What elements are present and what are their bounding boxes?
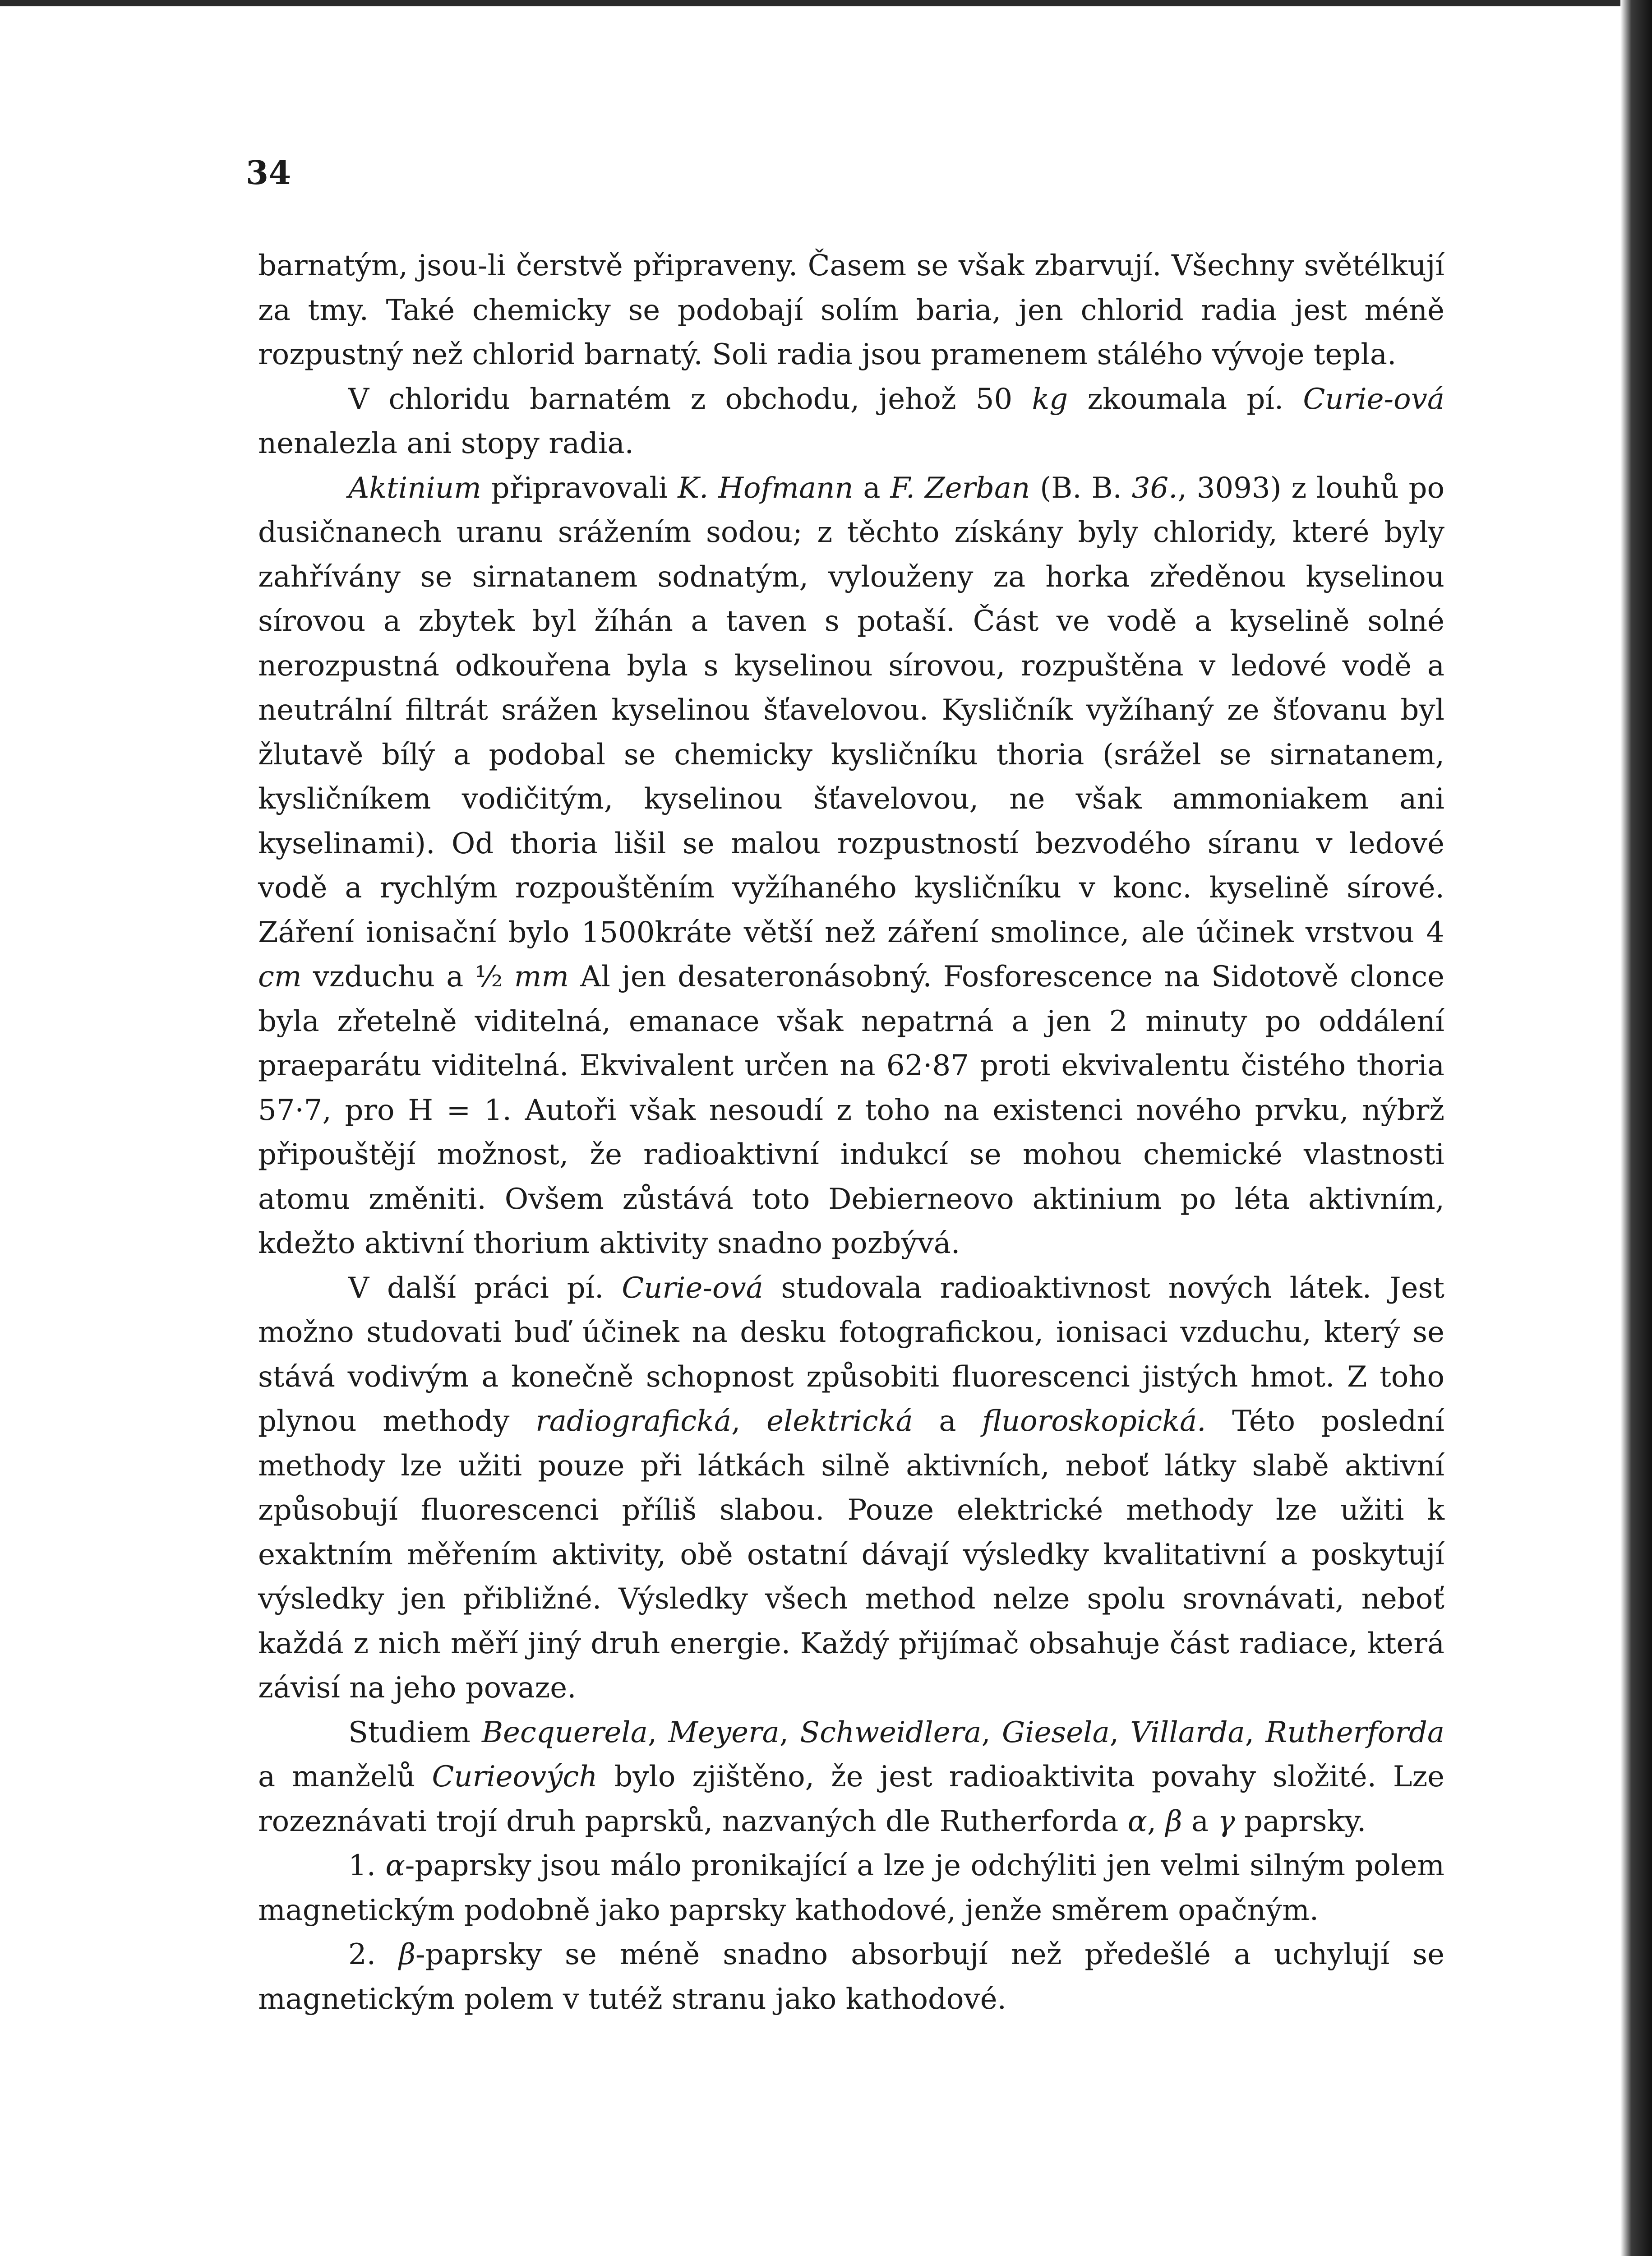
text-run: 1. <box>348 1849 386 1882</box>
italic-text: cm <box>258 960 302 994</box>
scan-top-edge <box>0 0 1652 6</box>
italic-text: elektrická <box>766 1405 913 1438</box>
text-run: a <box>1182 1804 1218 1838</box>
italic-text: Rutherforda <box>1265 1715 1445 1749</box>
text-run: Studiem <box>348 1715 482 1749</box>
text-run: vzduchu a ½ <box>301 960 514 994</box>
text-run: , <box>731 1405 767 1438</box>
text-run: V chloridu barnatém z obchodu, jehož 50 <box>348 382 1032 416</box>
italic-text: Aktinium <box>348 471 481 505</box>
text-run: -paprsky se méně snadno absorbují než předešlé a uchylují se magnetickým polem v tutéž stranu jako kathodové. <box>258 1938 1445 2016</box>
paragraph-p6 <box>258 1844 1444 1932</box>
italic-text: Becquerela <box>482 1715 648 1749</box>
text-run: , 3093) z louhů po dusičnanech uranu srážením sodou; z těchto získány byly chloridy, které byly zahřívány se sirnatanem sodnatým, vylouženy za horka zředěnou kyselinou sírovou a zbytek byl žíhán a taven s potaší. Část ve vodě a kyselině solné nerozpustná odkouřena byla s kyselinou sírovou, rozpuštěna v ledové vodě a neutrální filtrát srážen kyselinou šťavelovou. Kysličník vyžíhaný ze šťovanu byl žlutavě bílý a podobal se chemicky kysličníku thoria (srážel se sirnatanem, kysličníkem vodičitým, kyselinou šťavelovou, ne však ammoniakem ani kyselinami). Od thoria lišil se malou rozpustností bezvodého síranu v ledové vodě a rychlým rozpouštěním vyžíhaného kysličníku v konc. kyselině sírové. Záření ionisační bylo 1500kráte větší než záření smolince, ale účinek vrstvou 4 <box>258 471 1445 949</box>
text-run: -paprsky jsou málo pronikající a lze je odchýliti jen velmi silným polem magnetickým podobně jako paprsky kathodové, jenže směrem opačným. <box>258 1849 1444 1927</box>
text-run: , <box>647 1715 669 1749</box>
body-text <box>258 244 1444 2021</box>
italic-text: Curie-ová <box>622 1271 763 1305</box>
italic-text: Curieových <box>432 1760 598 1794</box>
paragraph-p1 <box>258 244 1444 377</box>
italic-text: 36. <box>1131 471 1178 505</box>
italic-text: mm <box>514 960 569 994</box>
text-run: připravovali <box>481 471 678 505</box>
text-run: , <box>779 1715 800 1749</box>
text-run: (B. B. <box>1030 471 1132 505</box>
page-number: 34 <box>246 153 291 192</box>
text-run: Al jen desateronásobný. Fosforescence na Sidotově clonce byla zřetelně viditelná, emanace však nepatrná a jen 2 minuty po oddálení praeparátu viditelná. Ekvivalent určen na 62·87 proti ekvivalentu čistého thoria 57·7, pro H = 1. Autoři však nesoudí z toho na existenci nového prvku, nýbrž připouštějí možnost, že radioaktivní indukcí se mohou chemické vlastnosti atomu změniti. Ovšem zůstává toto Debierneovo aktinium po léta aktivním, kdežto aktivní thorium aktivity snadno pozbývá. <box>258 960 1444 1260</box>
italic-text: Curie-ová <box>1303 382 1445 416</box>
italic-text: Meyera <box>668 1715 780 1749</box>
italic-text: β <box>399 1938 415 1971</box>
text-run: zkoumala pí. <box>1068 382 1303 416</box>
italic-text: Giesela <box>1001 1715 1110 1749</box>
scan-right-edge <box>1620 0 1652 2256</box>
text-run: , <box>1109 1715 1131 1749</box>
text-run: barnatým, jsou-li čerstvě připraveny. Časem se však zbarvují. Všechny světélkují za tmy. Také chemicky se podobají solím baria, jen chlorid radia jest méně rozpustný než chlorid barnatý. Soli radia jsou pramenem stálého vývoje tepla. <box>258 249 1444 371</box>
text-run: studovala radioaktivnost nových látek. Jest možno studovati buď účinek na desku fotografickou, ionisaci vzduchu, který se stává vodivým a konečně schopnost způsobiti fluorescenci jistých hmot. Z toho plynou methody <box>258 1271 1445 1438</box>
italic-text: β <box>1165 1804 1182 1838</box>
text-run: a <box>913 1405 983 1438</box>
italic-text: Schweidlera <box>800 1715 982 1749</box>
italic-text: α <box>1127 1804 1147 1838</box>
text-run: 2. <box>348 1938 399 1971</box>
italic-text: K. Hofmann <box>678 471 854 505</box>
text-run: , <box>1245 1715 1266 1749</box>
text-run: paprsky. <box>1235 1804 1366 1838</box>
paragraph-p5 <box>258 1710 1444 1844</box>
text-run: Této poslední methody lze užiti pouze při látkách silně aktivních, neboť látky slabě aktivní způsobují fluorescenci příliš slabou. Pouze elektrické methody lze užiti k exaktním měřením aktivity, obě ostatní dávají výsledky kvalitativní a poskytují výsledky jen přibližné. Výsledky všech method nelze spolu srovnávati, neboť každá z nich měří jiný druh energie. Každý přijímač obsahuje část radiace, která závisí na jeho povaze. <box>258 1405 1445 1705</box>
italic-text: Villarda <box>1130 1715 1245 1749</box>
italic-text: γ <box>1218 1804 1235 1838</box>
text-run: V další práci pí. <box>348 1271 622 1305</box>
text-run: a <box>853 471 891 505</box>
text-run: bylo zjištěno, že jest radioaktivita povahy složité. Lze rozeznávati trojí druh paprsků, nazvaných dle Rutherforda <box>258 1760 1445 1838</box>
text-run: , <box>981 1715 1002 1749</box>
italic-text: fluoroskopická. <box>982 1405 1206 1438</box>
paragraph-p7 <box>258 1932 1444 2021</box>
italic-text: kg <box>1032 382 1068 416</box>
text-run: , <box>1147 1804 1166 1838</box>
italic-text: α <box>385 1849 405 1882</box>
paragraph-p3 <box>258 466 1444 1266</box>
text-run: a manželů <box>258 1760 432 1794</box>
paragraph-p2 <box>258 377 1444 466</box>
italic-text: radiografická <box>535 1405 732 1438</box>
paragraph-p4 <box>258 1266 1444 1710</box>
italic-text: F. Zerban <box>890 471 1030 505</box>
text-run: nenalezla ani stopy radia. <box>258 427 634 460</box>
